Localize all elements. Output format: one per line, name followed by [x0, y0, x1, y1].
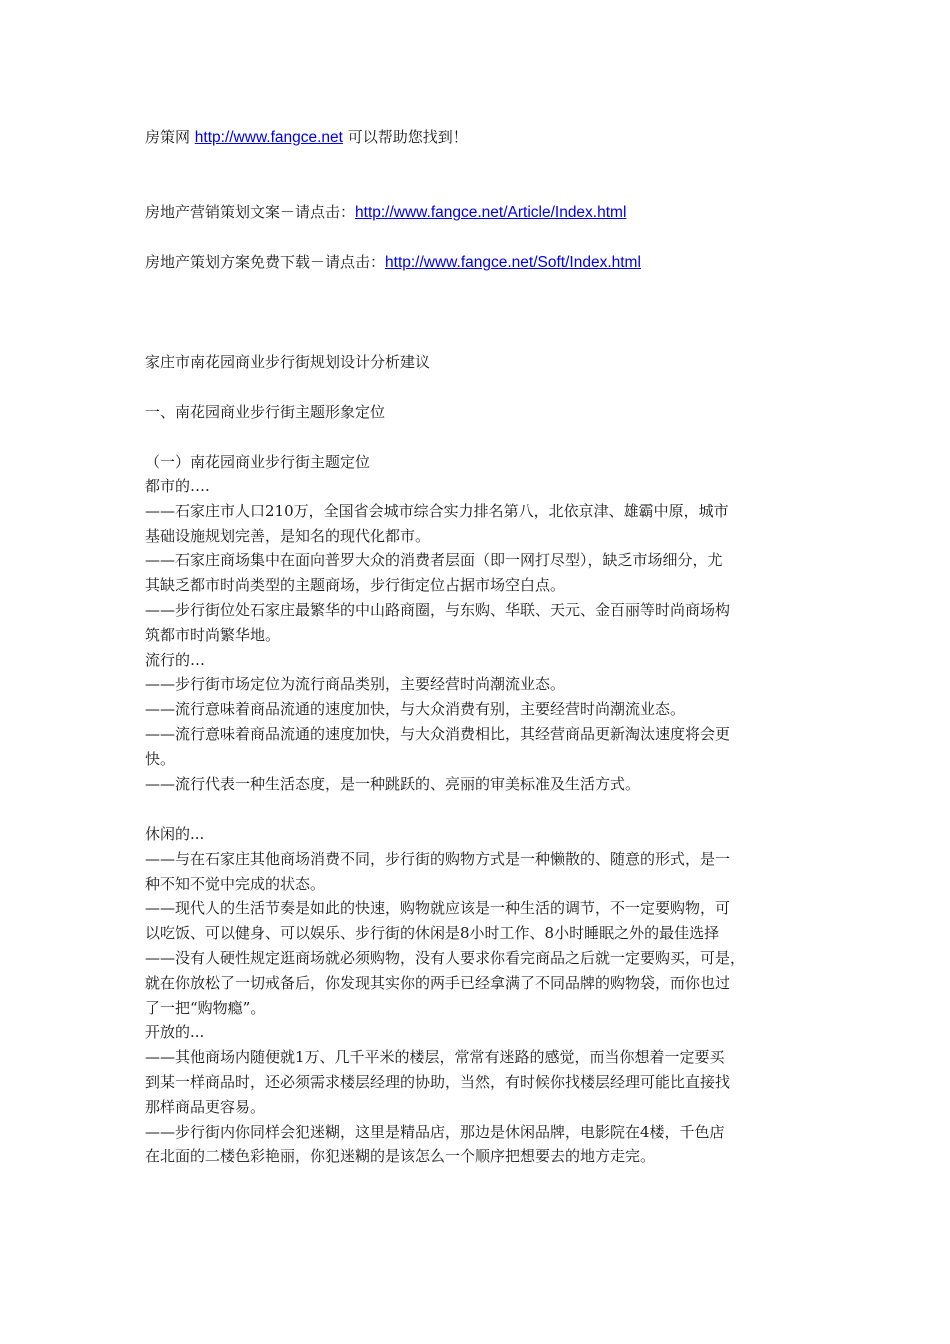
body-line: 休闲的...: [145, 825, 205, 843]
body-line: ——步行街位处石家庄最繁华的中山路商圈，与东购、华联、天元、金百丽等时尚商场构: [145, 600, 731, 619]
body-line: ——与在石家庄其他商场消费不同，步行街的购物方式是一种懒散的、随意的形式，是一: [145, 849, 731, 868]
header-line-1-prefix: 房策网: [145, 128, 195, 146]
body-line: 就在你放松了一切戒备后，你发现其实你的两手已经拿满了不同品牌的购物袋，而你也过: [145, 973, 731, 992]
body-line: ——步行街内你同样会犯迷糊，这里是精品店，那边是休闲品牌，电影院在4楼，千色店: [145, 1122, 725, 1141]
body-line: 快。: [145, 749, 176, 768]
document-title: 家庄市南花园商业步行街规划设计分析建议: [145, 353, 431, 371]
header-line-3: [145, 250, 641, 275]
body-line: 到某一样商品时，还必须需求楼层经理的协助，当然，有时候你找楼层经理可能比直接找: [145, 1072, 731, 1091]
body-line: ——步行街市场定位为流行商品类别，主要经营时尚潮流业态。: [145, 675, 566, 694]
body-paragraph-1: [145, 474, 800, 796]
subsection-heading-1: （一）南花园商业步行街主题定位: [145, 453, 371, 471]
fangce-home-link[interactable]: http://www.fangce.net: [194, 129, 343, 146]
section-heading-1: 一、南花园商业步行街主题形象定位: [145, 403, 386, 421]
header-line-2-prefix: 房地产营销策划文案－请点击：: [145, 203, 356, 221]
body-line: ——现代人的生活节奏是如此的快速，购物就应该是一种生活的调节，不一定要购物，可: [145, 899, 731, 918]
body-line: 基础设施规划完善，是知名的现代化都市。: [145, 526, 431, 545]
body-line: ——没有人硬性规定逛商场就必须购物，没有人要求你看完商品之后就一定要购买，可是，: [145, 948, 746, 967]
fangce-soft-link[interactable]: http://www.fangce.net/Soft/Index.html: [385, 254, 641, 271]
header-line-1: [145, 125, 468, 150]
body-line: 在北面的二楼色彩艳丽，你犯迷糊的是该怎么一个顺序把想要去的地方走完。: [145, 1147, 656, 1166]
body-line: 流行的…: [145, 650, 206, 669]
fangce-article-link[interactable]: http://www.fangce.net/Article/Index.html: [355, 204, 627, 221]
body-line: ——石家庄市人口210万，全国省会城市综合实力排名第八，北依京津、雄霸中原，城市: [145, 501, 729, 520]
header-line-2: [145, 200, 626, 225]
body-line: ——其他商场内随便就1万、几千平米的楼层，常常有迷路的感觉，而当你想着一定要买: [145, 1048, 725, 1067]
body-line: ——流行意味着商品流通的速度加快，与大众消费有别，主要经营时尚潮流业态。: [145, 700, 686, 719]
body-line: 了一把“购物瘾”。: [145, 998, 266, 1017]
body-line: 开放的...: [145, 1023, 205, 1042]
body-paragraph-2: [145, 822, 800, 1169]
body-line: 种不知不觉中完成的状态。: [145, 874, 326, 893]
body-line: 筑都市时尚繁华地。: [145, 625, 281, 644]
body-line: 以吃饭、可以健身、可以娱乐、步行街的休闲是8小时工作、8小时睡眠之外的最佳选择: [145, 924, 720, 943]
header-line-1-suffix: 可以帮助您找到！: [342, 128, 468, 146]
body-line: ——石家庄商场集中在面向普罗大众的消费者层面（即一网打尽型），缺乏市场细分，尤: [145, 551, 723, 570]
body-line: ——流行代表一种生活态度，是一种跳跃的、亮丽的审美标准及生活方式。: [145, 774, 641, 793]
body-line: 那样商品更容易。: [145, 1097, 266, 1116]
body-line: 其缺乏都市时尚类型的主题商场，步行街定位占据市场空白点。: [145, 576, 566, 595]
header-line-3-prefix: 房地产策划方案免费下载－请点击：: [145, 253, 386, 271]
body-line: ——流行意味着商品流通的速度加快，与大众消费相比，其经营商品更新淘汰速度将会更: [145, 724, 731, 743]
body-line: 都市的….: [145, 477, 210, 495]
